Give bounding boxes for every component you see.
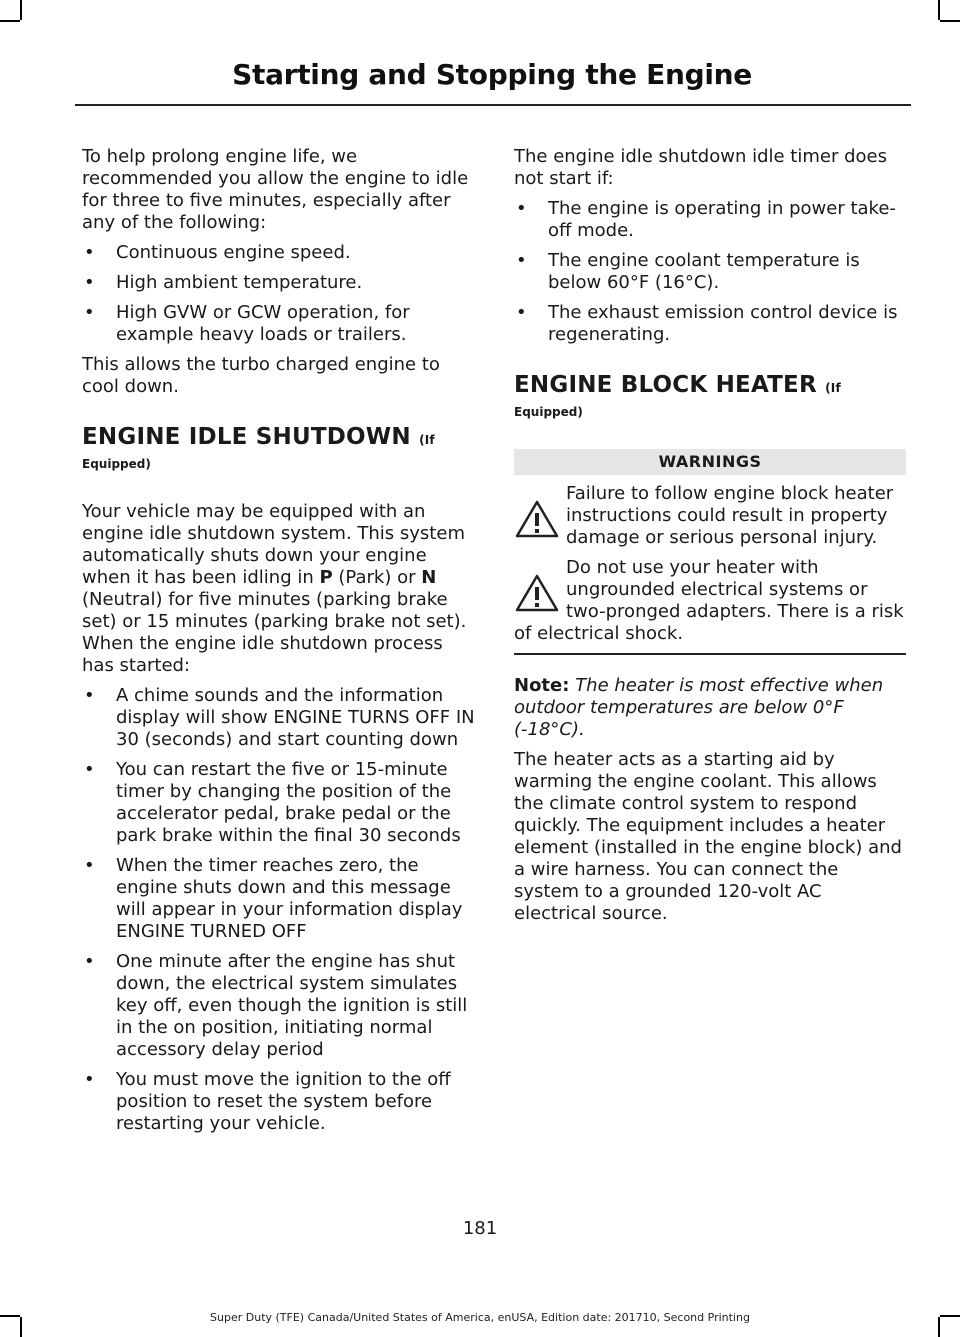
header-divider: [75, 104, 911, 106]
idle-shutdown-paragraph: Your vehicle may be equipped with an engine idle shutdown system. This system automatically shuts down your engine when it has been idling in P (Park) or N (Neutral) for five minutes (parking brake set) or 15 minutes (parking brake not set). When the engine idle shutdown process has started:: [82, 501, 467, 676]
section-heading-idle-shutdown: ENGINE IDLE SHUTDOWN (If: [82, 424, 435, 450]
bullet-icon: •: [84, 855, 95, 876]
list-item: • The engine is operating in power take-off mode.: [516, 198, 896, 241]
section-heading-qualifier: Equipped): [514, 405, 583, 419]
warnings-divider: [514, 653, 906, 655]
bullet-icon: •: [84, 242, 95, 263]
list-item: • One minute after the engine has shut down, the electrical system simulates key off, even though the ignition is still in the on position, initiating normal accessory delay period: [84, 951, 468, 1060]
bullet-icon: •: [516, 302, 527, 323]
list-item: • When the timer reaches zero, the engine shuts down and this message will appear in your information display ENGINE TURNED OFF: [84, 855, 463, 942]
crop-mark: [940, 20, 960, 22]
list-item: • The exhaust emission control device is regenerating.: [516, 302, 898, 345]
bullet-icon: •: [516, 250, 527, 271]
list-item: • You can restart the five or 15-minute timer by changing the position of the accelerator pedal, brake pedal or the park brake within the final 30 seconds: [84, 759, 461, 846]
page-number: 181: [462, 1218, 498, 1239]
bullet-icon: •: [516, 198, 527, 219]
left-column: [82, 146, 476, 1143]
conditions-list: [82, 242, 476, 346]
bullet-icon: •: [84, 759, 95, 780]
list-item: • High ambient temperature.: [84, 272, 363, 293]
warning-item: Failure to follow engine block heater instructions could result in property damage or serious personal injury.: [514, 483, 906, 549]
list-item: • The engine coolant temperature is below 60°F (16°C).: [516, 250, 860, 293]
note-paragraph: Note: The heater is most effective when outdoor temperatures are below 0°F (-18°C).: [514, 675, 884, 740]
crop-mark: [20, 0, 22, 20]
section-heading-block-heater: ENGINE BLOCK HEATER (If: [514, 372, 841, 398]
bullet-icon: •: [84, 302, 95, 323]
bullet-icon: •: [84, 1069, 95, 1090]
page-footer: Super Duty (TFE) Canada/United States of America, enUSA, Edition date: 201710, Second Printing: [210, 1311, 750, 1324]
warnings-header: WARNINGS: [514, 449, 906, 475]
timer-intro-paragraph: The engine idle shutdown idle timer does not start if:: [514, 146, 887, 189]
warning-item: Do not use your heater with ungrounded electrical systems or two-pronged adapters. There is a risk of electrical shock.: [514, 557, 904, 644]
list-item: • Continuous engine speed.: [84, 242, 351, 263]
bullet-icon: •: [84, 685, 95, 706]
page-title: Starting and Stopping the Engine: [232, 58, 752, 91]
timer-conditions-list: [514, 198, 906, 346]
cooldown-paragraph: This allows the turbo charged engine to cool down.: [82, 354, 440, 397]
bullet-icon: •: [84, 272, 95, 293]
warning-triangle-icon: [514, 499, 560, 539]
section-heading-qualifier: Equipped): [82, 457, 151, 471]
idle-shutdown-list: [82, 685, 476, 1135]
crop-mark: [938, 0, 940, 20]
list-item: • A chime sounds and the information display will show ENGINE TURNS OFF IN 30 (seconds) and start counting down: [84, 685, 475, 750]
crop-mark: [0, 20, 20, 22]
warning-triangle-icon: [514, 573, 560, 613]
intro-paragraph: To help prolong engine life, we recommended you allow the engine to idle for three to five minutes, especially after any of the following:: [82, 146, 469, 233]
heater-paragraph: The heater acts as a starting aid by warming the engine coolant. This allows the climate control system to respond quickly. The equipment includes a heater element (installed in the engine block) and a wire harness. You can connect the system to a grounded 120-volt AC electrical source.: [514, 749, 902, 924]
right-column: [514, 146, 906, 933]
list-item: • High GVW or GCW operation, for example heavy loads or trailers.: [84, 302, 410, 345]
list-item: • You must move the ignition to the off position to reset the system before restarting your vehicle.: [84, 1069, 451, 1134]
bullet-icon: •: [84, 951, 95, 972]
